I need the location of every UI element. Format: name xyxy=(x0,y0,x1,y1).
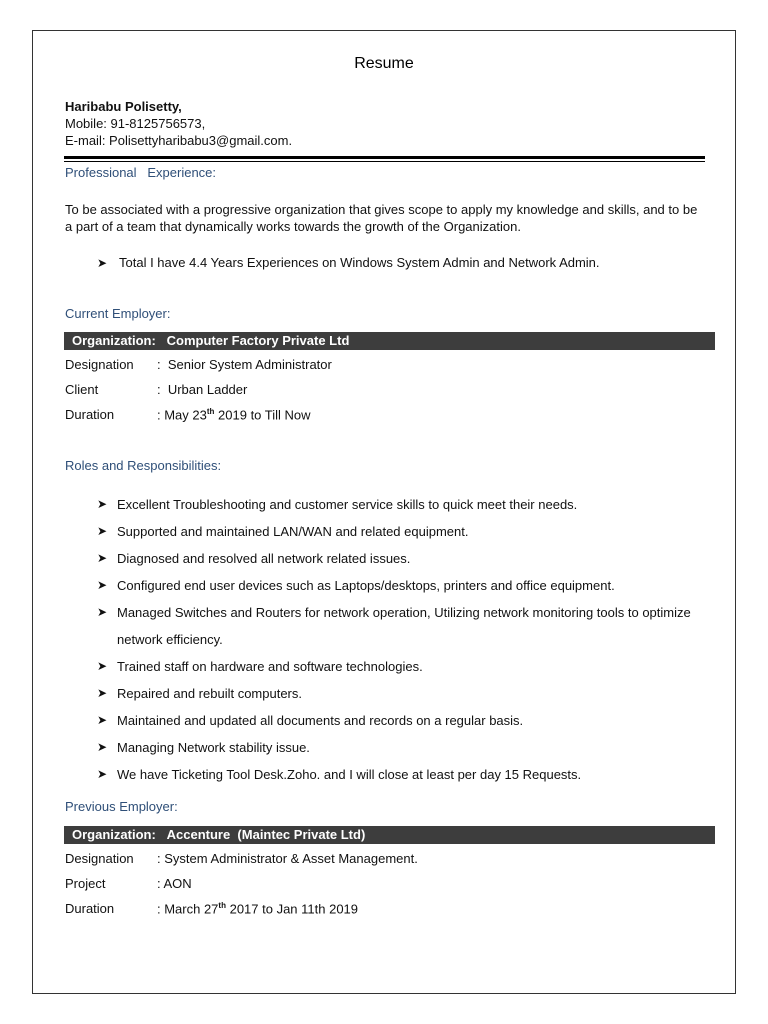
roles-list xyxy=(97,491,717,788)
duration-label: Duration xyxy=(65,901,115,917)
designation-value: : Senior System Administrator xyxy=(157,357,332,372)
list-item: ➤ Repaired and rebuilt computers. xyxy=(97,680,717,707)
previous-employer-heading: Previous Employer: xyxy=(65,799,178,814)
list-item: ➤ Managing Network stability issue. xyxy=(97,734,717,761)
previous-designation-row xyxy=(65,851,418,866)
list-item: ➤ Diagnosed and resolved all network related issues. xyxy=(97,545,717,572)
arrow-bullet-icon: ➤ xyxy=(97,686,108,700)
previous-organization-bar xyxy=(64,826,715,844)
list-item: ➤ Configured end user devices such as Laptops/desktops, printers and office equipment. xyxy=(97,572,717,599)
summary-text: Total I have 4.4 Years Experiences on Windows System Admin and Network Admin. xyxy=(119,255,600,270)
contact-block xyxy=(65,98,292,149)
arrow-bullet-icon: ➤ xyxy=(97,713,108,727)
candidate-name: Haribabu Polisetty, xyxy=(65,99,182,114)
header-rule-thin xyxy=(64,161,705,162)
arrow-bullet-icon: ➤ xyxy=(97,256,108,270)
org-label: Organization: xyxy=(72,827,156,842)
org-value: Accenture (Maintec Private Ltd) xyxy=(166,827,366,842)
duration-end: 2017 to Jan 11th 2019 xyxy=(225,901,359,917)
arrow-bullet-icon: ➤ xyxy=(97,551,108,565)
duration-superscript: th xyxy=(218,901,226,910)
duration-start: : March 27 xyxy=(157,901,219,917)
list-item: ➤ Managed Switches and Routers for network operation, Utilizing network monitoring tools to optimize network efficiency. xyxy=(97,599,717,653)
org-label: Organization: xyxy=(72,333,156,348)
duration-end: 2019 to Till Now xyxy=(214,407,311,423)
list-item: ➤ Trained staff on hardware and software technologies. xyxy=(97,653,717,680)
list-item: ➤ Supported and maintained LAN/WAN and related equipment. xyxy=(97,518,717,545)
objective-paragraph: To be associated with a progressive organization that gives scope to apply my knowledge and skills, and to be a part of a team that dynamically works towards the growth of the Organization. xyxy=(65,202,698,234)
header-rule-thick xyxy=(64,156,705,159)
duration-superscript: th xyxy=(206,407,215,416)
arrow-bullet-icon: ➤ xyxy=(97,740,108,754)
arrow-bullet-icon: ➤ xyxy=(97,524,108,538)
current-organization-bar xyxy=(64,332,715,350)
project-label: Project xyxy=(65,876,106,891)
duration-label: Duration xyxy=(65,407,115,423)
client-value: : Urban Ladder xyxy=(157,382,248,397)
arrow-bullet-icon: ➤ xyxy=(97,497,108,511)
list-item: ➤ We have Ticketing Tool Desk.Zoho. and I will close at least per day 15 Requests. xyxy=(97,761,717,788)
duration-start: : May 23 xyxy=(157,407,207,423)
current-client-row xyxy=(65,382,247,397)
current-employer-heading: Current Employer: xyxy=(65,306,171,321)
designation-label: Designation xyxy=(65,851,134,866)
professional-experience-heading: Professional Experience: xyxy=(65,165,217,180)
org-value: Computer Factory Private Ltd xyxy=(166,333,350,348)
list-item: ➤ Excellent Troubleshooting and customer service skills to quick meet their needs. xyxy=(97,491,717,518)
client-label: Client xyxy=(65,382,99,397)
arrow-bullet-icon: ➤ xyxy=(97,659,108,673)
designation-label: Designation xyxy=(65,357,134,372)
current-duration-row xyxy=(65,407,311,422)
summary-bullet xyxy=(97,255,600,270)
designation-value: : System Administrator & Asset Management. xyxy=(157,851,418,866)
arrow-bullet-icon: ➤ xyxy=(97,767,108,781)
previous-duration-row xyxy=(65,901,358,916)
arrow-bullet-icon: ➤ xyxy=(97,605,108,619)
roles-heading: Roles and Responsibilities: xyxy=(65,458,222,473)
mobile-number: Mobile: 91-8125756573, xyxy=(65,116,206,131)
resume-title: Resume xyxy=(354,55,414,72)
list-item: ➤ Maintained and updated all documents and records on a regular basis. xyxy=(97,707,717,734)
email-address: E-mail: Polisettyharibabu3@gmail.com. xyxy=(65,133,293,148)
previous-project-row xyxy=(65,876,192,891)
arrow-bullet-icon: ➤ xyxy=(97,578,108,592)
project-value: : AON xyxy=(157,876,192,891)
current-designation-row xyxy=(65,357,332,372)
